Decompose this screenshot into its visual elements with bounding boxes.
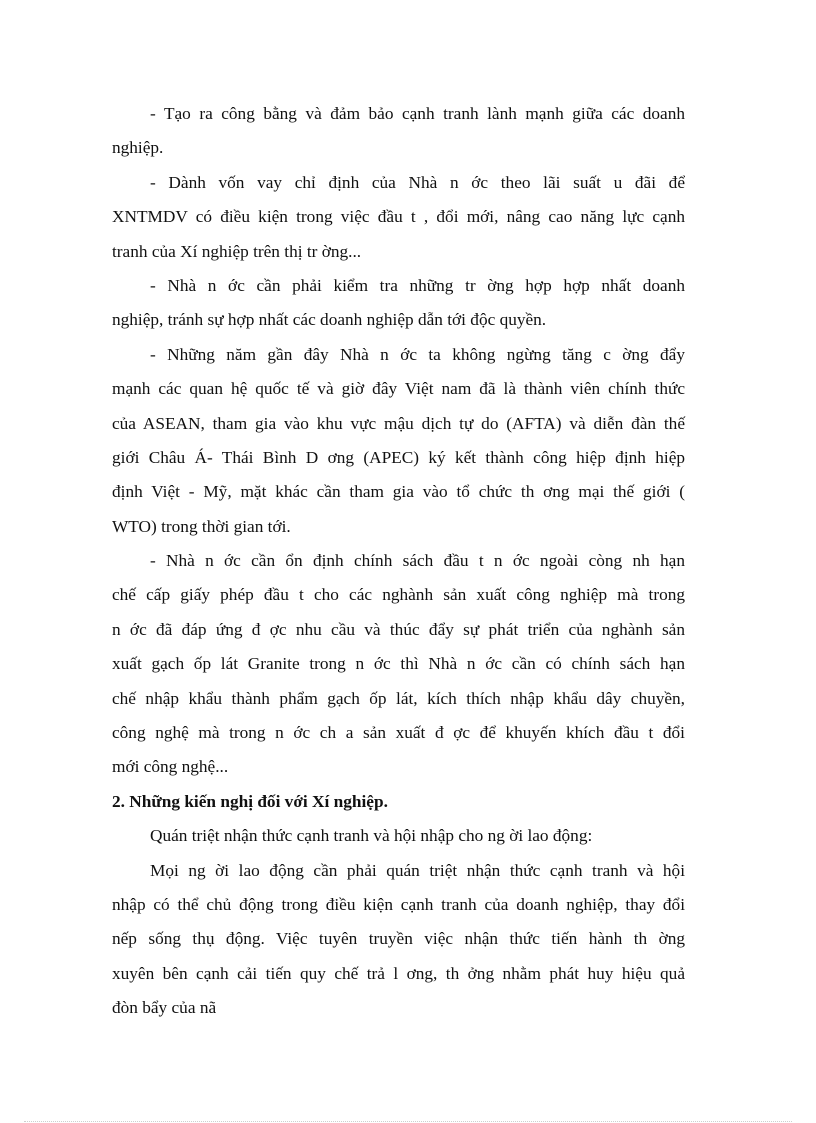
text-line: WTO) trong thời gian tới. — [112, 516, 291, 536]
text-line: - Nhà n ớc cần phải kiểm tra những tr ờng hợp hợp nhất doanh — [150, 275, 685, 295]
text-line: XNTMDV có điều kiện trong việc đầu t , đổi mới, nâng cao năng lực cạnh — [112, 207, 685, 227]
text-line: Mọi ng ời lao động cần phải quán triệt nhận thức cạnh tranh và hội — [150, 860, 685, 880]
text-line: công nghệ mà trong n ớc ch a sản xuất đ ợc để khuyến khích đầu t đổi — [112, 723, 685, 743]
text-line: - Nhà n ớc cần ổn định chính sách đầu t n ớc ngoài còng nh hạn — [150, 551, 685, 571]
section-heading: 2. Những kiến nghị đối với Xí nghiệp. — [112, 791, 388, 811]
document-page — [112, 97, 685, 1026]
text-line: Quán triệt nhận thức cạnh tranh và hội nhập cho ng ời lao động: — [150, 826, 593, 846]
text-line: nếp sống thụ động. Việc tuyên truyền việc nhận thức tiến hành th ờng — [112, 929, 685, 949]
text-line: n ớc đã đáp ứng đ ợc nhu cầu và thúc đẩy sự phát triển của nghành sản — [112, 619, 685, 639]
text-line: nghiệp. — [112, 138, 164, 158]
text-line: tranh của Xí nghiệp trên thị tr ờng... — [112, 241, 362, 261]
text-line: đòn bẩy của nã — [112, 998, 217, 1018]
text-line: nhập có thể chủ động trong điều kiện cạnh tranh của doanh nghiệp, thay đổi — [112, 894, 685, 914]
document-body — [112, 97, 685, 1026]
text-line: mới công nghệ... — [112, 757, 229, 777]
text-line: xuất gạch ốp lát Granite trong n ớc thì Nhà n ớc cần có chính sách hạn — [112, 654, 685, 674]
page-bottom-divider — [24, 1121, 792, 1122]
text-line: xuyên bên cạnh cải tiến quy chế trả l ơng, th ởng nhằm phát huy hiệu quả — [112, 963, 685, 983]
text-line: định Việt - Mỹ, mặt khác cần tham gia vào tổ chức th ơng mại thế giới ( — [112, 482, 685, 502]
text-line: mạnh các quan hệ quốc tế và giờ đây Việt nam đã là thành viên chính thức — [112, 379, 685, 399]
text-line: chế nhập khẩu thành phẩm gạch ốp lát, kích thích nhập khẩu dây chuyền, — [112, 688, 685, 708]
text-line: - Những năm gần đây Nhà n ớc ta không ngừng tăng c ờng đẩy — [150, 344, 685, 364]
text-line: chế cấp giấy phép đầu t cho các nghành sản xuất công nghiệp mà trong — [112, 585, 685, 605]
text-line: - Tạo ra công bằng và đảm bảo cạnh tranh lành mạnh giữa các doanh — [150, 104, 685, 123]
text-line: của ASEAN, tham gia vào khu vực mậu dịch tự do (AFTA) và diễn đàn thế — [112, 413, 685, 433]
text-line: giới Châu Á- Thái Bình D ơng (APEC) ký kết thành công hiệp định hiệp — [112, 447, 685, 467]
text-line: nghiệp, tránh sự hợp nhất các doanh nghiệp dẫn tới độc quyền. — [112, 310, 547, 330]
text-line: - Dành vốn vay chỉ định của Nhà n ớc theo lãi suất u đãi để — [150, 172, 685, 192]
